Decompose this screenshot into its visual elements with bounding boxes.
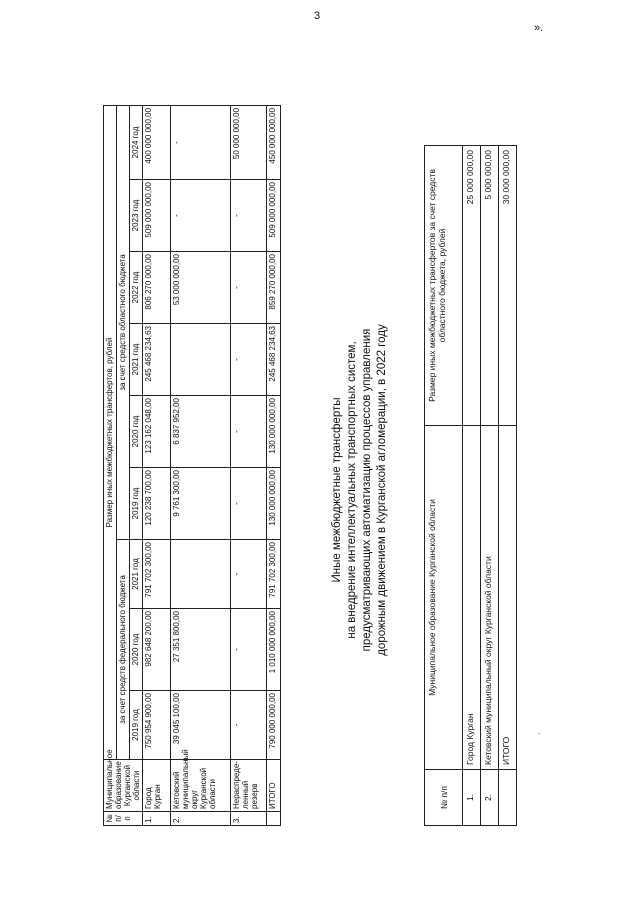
- row-name: Город Курган: [463, 426, 481, 770]
- header-municipality: Муниципальное образование Курганской области: [425, 426, 463, 770]
- cell-value: 859 270 000,00: [267, 252, 281, 324]
- header-federal: за счет средств федерального бюджета: [117, 540, 130, 760]
- cell-value: 50 000 000,00: [231, 105, 267, 179]
- table-row: [463, 146, 481, 826]
- header-size: Размер иных межбюджетных трансфертов за счет средств областного бюджета, рублей: [425, 146, 463, 426]
- cell-value: 9 761 300,00: [171, 468, 231, 540]
- title-line: Иные межбюджетные трансферты: [331, 397, 343, 583]
- cell-value: -: [231, 180, 267, 252]
- cell-value: 1 010 000 000,00: [267, 609, 281, 691]
- header-year: 2023 год: [130, 180, 143, 252]
- transfers-table-container: [103, 105, 281, 826]
- closing-quote-mark: ».: [534, 22, 544, 34]
- header-year: 2022 год: [130, 252, 143, 324]
- table-row: [143, 105, 171, 825]
- cell-value: 245 468 234,63: [143, 324, 171, 396]
- header-year: 2021 год: [130, 324, 143, 396]
- cell-value: -: [171, 105, 231, 179]
- header-regional: за счет средств областного бюджета: [117, 105, 130, 539]
- cell-value: 791 702 300,00: [143, 540, 171, 609]
- header-year: 2021 год: [130, 540, 143, 609]
- header-no: № п/п: [425, 770, 463, 826]
- table-row: [171, 105, 231, 825]
- cell-value: 130 000 000,00: [267, 468, 281, 540]
- title-line: дорожным движением в Курганской агломерации, в 2022 году: [376, 324, 388, 656]
- header-year: 2024 год: [130, 105, 143, 179]
- cell-value: 123 162 048,00: [143, 396, 171, 468]
- row-name: Город Курган: [143, 760, 171, 812]
- cell-value: [171, 324, 231, 396]
- transfers-2022-table-container: [424, 145, 517, 826]
- cell-value: 806 270 000,00: [143, 252, 171, 324]
- page-number: 3: [314, 10, 321, 22]
- cell-value: 509 000 000,00: [267, 180, 281, 252]
- section-title: [330, 280, 390, 700]
- row-no: 1.: [463, 770, 481, 826]
- cell-value: 30 000 000,00: [499, 146, 517, 426]
- header-year: 2019 год: [130, 691, 143, 760]
- cell-value: -: [231, 691, 267, 760]
- row-name: Кетовский муниципальный округ Курганской области: [171, 760, 231, 812]
- cell-value: 400 000 000,00: [143, 105, 171, 179]
- transfers-table: [103, 105, 281, 826]
- cell-value: [171, 540, 231, 609]
- row-no: 3.: [231, 812, 267, 826]
- title-line: на внедрение интеллектуальных транспортных систем,: [346, 341, 358, 639]
- cell-value: 120 238 700,00: [143, 468, 171, 540]
- table-row: [481, 146, 499, 826]
- cell-value: -: [231, 540, 267, 609]
- cell-value: -: [231, 468, 267, 540]
- row-name: Кетовский муниципальный округ Курганской области: [481, 426, 499, 770]
- header-no: № п/п: [104, 812, 143, 826]
- footnote-dot: .: [538, 727, 541, 736]
- cell-value: 509 000 000,00: [143, 180, 171, 252]
- cell-value: 982 648 200,00: [143, 609, 171, 691]
- row-name: Нераспреде-ленный резерв: [231, 760, 267, 812]
- header-year: 2020 год: [130, 396, 143, 468]
- cell-value: -: [231, 252, 267, 324]
- row-no: 2.: [171, 812, 231, 826]
- header-year: 2019 год: [130, 468, 143, 540]
- header-municipality: Муниципальное образование Курганской области: [104, 760, 143, 812]
- cell-value: 450 000 000,00: [267, 105, 281, 179]
- cell-value: -: [231, 609, 267, 691]
- cell-value: 53 000 000,00: [171, 252, 231, 324]
- table-row-total: [499, 146, 517, 826]
- table-row: [231, 105, 267, 825]
- cell-value: 750 954 900,00: [143, 691, 171, 760]
- cell-value: 27 351 800,00: [171, 609, 231, 691]
- cell-value: -: [231, 396, 267, 468]
- row-no: [267, 812, 281, 826]
- row-name: ИТОГО: [267, 760, 281, 812]
- cell-value: 25 000 000,00: [463, 146, 481, 426]
- row-no: [499, 770, 517, 826]
- title-line: предусматривающих автоматизацию процессов управления: [361, 328, 373, 652]
- row-no: 1.: [143, 812, 171, 826]
- cell-value: 5 000 000,00: [481, 146, 499, 426]
- row-no: 2.: [481, 770, 499, 826]
- row-name: ИТОГО: [499, 426, 517, 770]
- cell-value: 245 468 234,63: [267, 324, 281, 396]
- cell-value: 6 837 952,00: [171, 396, 231, 468]
- header-size: Размер иных межбюджетных трансфертов, рублей: [104, 105, 117, 759]
- cell-value: -: [171, 180, 231, 252]
- cell-value: 790 000 000,00: [267, 691, 281, 760]
- cell-value: 791 702 300,00: [267, 540, 281, 609]
- cell-value: 130 000 000,00: [267, 396, 281, 468]
- header-year: 2020 год: [130, 609, 143, 691]
- transfers-2022-table: [424, 145, 517, 826]
- table-row-total: [267, 105, 281, 825]
- cell-value: 39 045 100,00: [171, 691, 231, 760]
- cell-value: -: [231, 324, 267, 396]
